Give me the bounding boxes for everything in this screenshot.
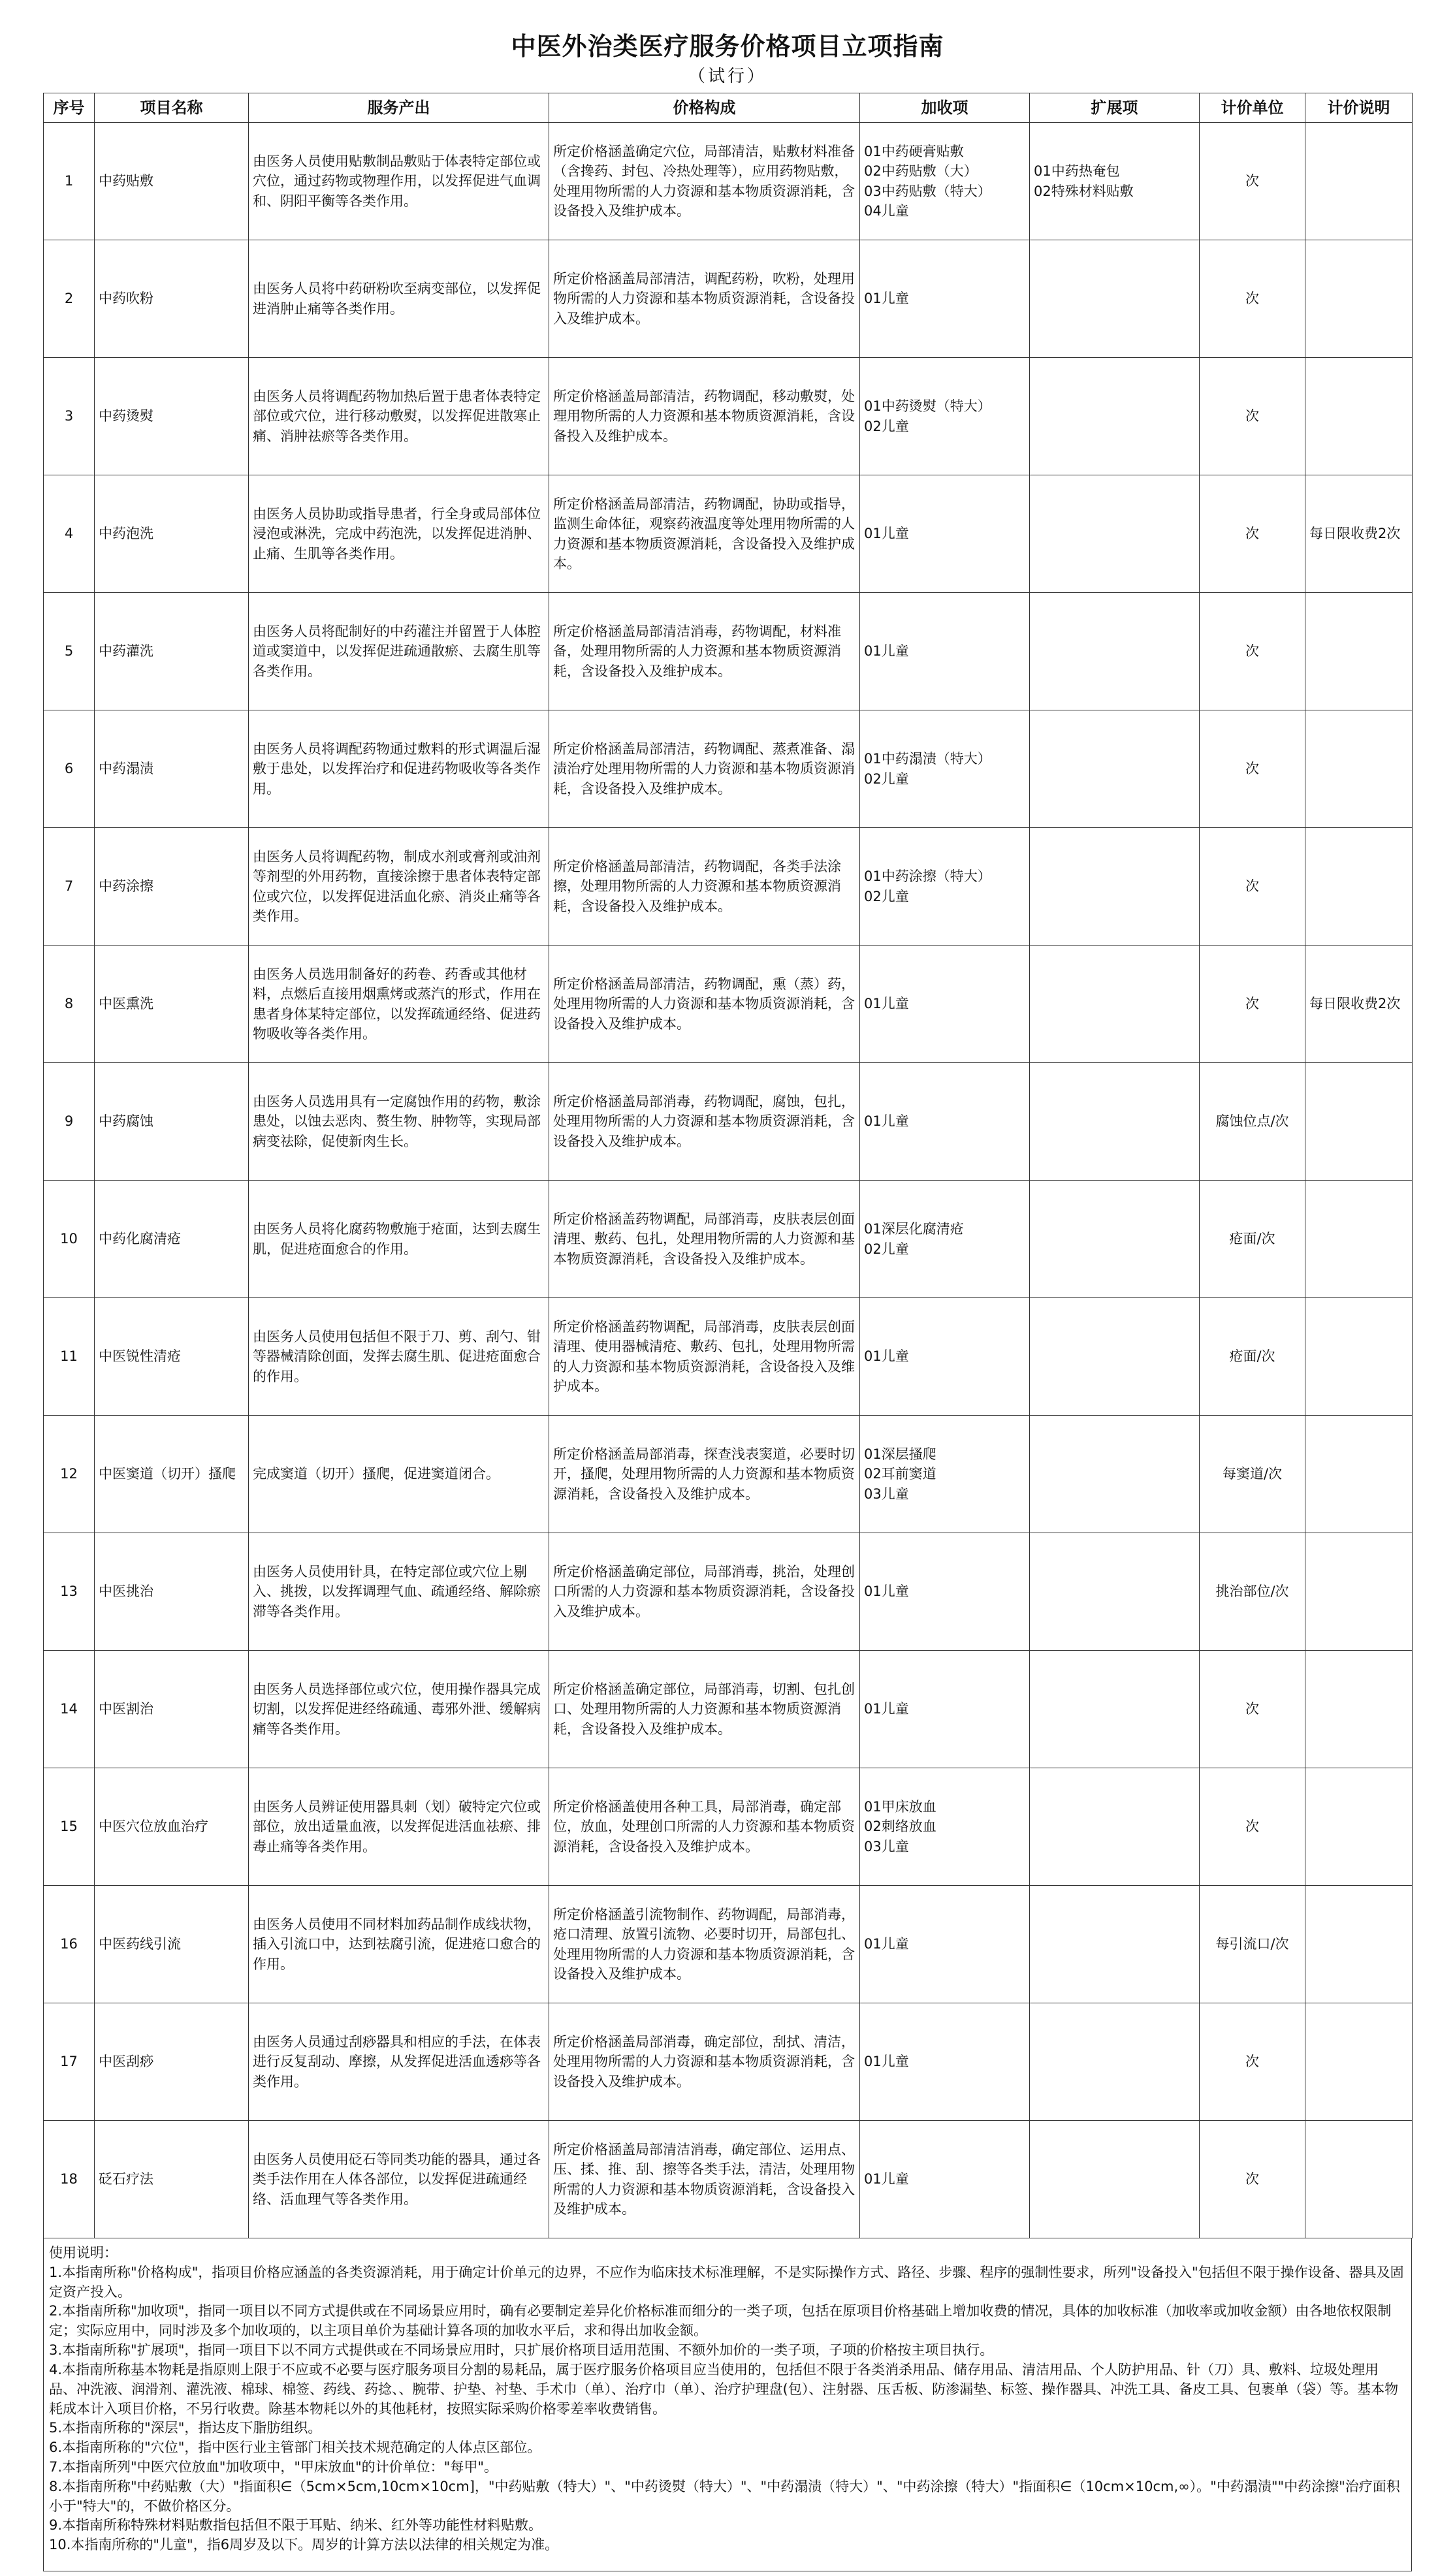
cell-pricing-unit: 次 — [1200, 1651, 1305, 1768]
cell-pricing-unit: 次 — [1200, 2003, 1305, 2121]
cell-price-composition: 所定价格涵盖确定穴位，局部清洁，贴敷材料准备（含搀药、封包、冷热处理等），应用药物贴敷，处理用物所需的人力资源和基本物质资源消耗，含设备投入及维护成本。 — [549, 123, 860, 240]
cell-extension — [1030, 946, 1200, 1063]
note-item: 8.本指南所称"中药贴敷（大）"指面积∈（5cm×5cm,10cm×10cm]，"中药贴敷（特大）"、"中药烫熨（特大）"、"中药溻渍（特大）"、"中药涂擦（特大）"指面积∈（10cm×10cm,∞）。"中药溻渍""中药涂擦"治疗面积小于"特大"的，不做价格区分。 — [49, 2478, 1400, 2514]
cell-price-composition: 所定价格涵盖使用各种工具，局部消毒，确定部位，放血，处理创口所需的人力资源和基本物质资源消耗，含设备投入及维护成本。 — [549, 1768, 860, 1886]
cell-pricing-unit: 次 — [1200, 593, 1305, 710]
cell-pricing-note — [1305, 1416, 1413, 1533]
cell-service-output: 由医务人员将化腐药物敷施于疮面，达到去腐生肌，促进疮面愈合的作用。 — [249, 1181, 549, 1298]
cell-service-output: 由医务人员选用制备好的药卷、药香或其他材料，点燃后直接用烟熏烤或蒸汽的形式，作用在患者身体某特定部位，以发挥疏通经络、促进药物吸收等各类作用。 — [249, 946, 549, 1063]
note-item: 5.本指南所称的"深层"，指达皮下脂肪组织。 — [49, 2420, 322, 2436]
cell-surcharge: 01儿童 — [860, 1298, 1030, 1416]
cell-surcharge: 01儿童 — [860, 240, 1030, 358]
header-unit: 计价单位 — [1200, 93, 1305, 123]
table-header-row — [44, 93, 1413, 123]
cell-surcharge: 01儿童 — [860, 475, 1030, 593]
usage-notes — [43, 2238, 1412, 2571]
cell-price-composition: 所定价格涵盖局部清洁，药物调配，协助或指导，监测生命体征，观察药液温度等处理用物所需的人力资源和基本物质资源消耗，含设备投入及维护成本。 — [549, 475, 860, 593]
cell-pricing-unit: 次 — [1200, 240, 1305, 358]
cell-pricing-note: 每日限收费2次 — [1305, 475, 1413, 593]
cell-extension — [1030, 2003, 1200, 2121]
table-row — [44, 2121, 1413, 2238]
note-item: 3.本指南所称"扩展项"，指同一项目下以不同方式提供或在不同场景应用时，只扩展价格项目适用范围、不额外加价的一类子项，子项的价格按主项目执行。 — [49, 2342, 994, 2359]
document-title: 中医外治类医疗服务价格项目立项指南 — [511, 31, 944, 61]
cell-extension — [1030, 1298, 1200, 1416]
cell-pricing-unit: 腐蚀位点/次 — [1200, 1063, 1305, 1181]
cell-price-composition: 所定价格涵盖局部清洁，药物调配、蒸煮准备、溻渍治疗处理用物所需的人力资源和基本物质资源消耗，含设备投入及维护成本。 — [549, 710, 860, 828]
header-name: 项目名称 — [95, 93, 249, 123]
cell-no: 8 — [44, 946, 95, 1063]
table-row — [44, 123, 1413, 240]
cell-service-output: 由医务人员使用不同材料加药品制作成线状物，插入引流口中，达到祛腐引流，促进疮口愈合的作用。 — [249, 1886, 549, 2003]
note-item: 1.本指南所称"价格构成"，指项目价格应涵盖的各类资源消耗，用于确定计价单元的边界，不应作为临床技术标准理解，不是实际操作方式、路径、步骤、程序的强制性要求，所列"设备投入"包括但不限于操作设备、器具及固定资产投入。 — [49, 2264, 1404, 2300]
cell-service-output: 由医务人员选用具有一定腐蚀作用的药物，敷涂患处，以蚀去恶肉、赘生物、肿物等，实现局部病变祛除，促使新肉生长。 — [249, 1063, 549, 1181]
cell-surcharge: 01深层化腐清疮 02儿童 — [860, 1181, 1030, 1298]
cell-price-composition: 所定价格涵盖确定部位，局部消毒，切割、包扎创口、处理用物所需的人力资源和基本物质资源消耗，含设备投入及维护成本。 — [549, 1651, 860, 1768]
cell-pricing-note: 每日限收费2次 — [1305, 946, 1413, 1063]
table-row — [44, 946, 1413, 1063]
table-row — [44, 1416, 1413, 1533]
cell-service-output: 由医务人员将调配药物，制成水剂或膏剂或油剂等剂型的外用药物，直接涂擦于患者体表特定部位或穴位，以发挥促进活血化瘀、消炎止痛等各类作用。 — [249, 828, 549, 946]
cell-pricing-unit: 每窦道/次 — [1200, 1416, 1305, 1533]
cell-price-composition: 所定价格涵盖局部清洁，药物调配，熏（蒸）药，处理用物所需的人力资源和基本物质资源消耗，含设备投入及维护成本。 — [549, 946, 860, 1063]
cell-pricing-note — [1305, 2121, 1413, 2238]
cell-project-name: 中医药线引流 — [95, 1886, 249, 2003]
cell-project-name: 中药泡洗 — [95, 475, 249, 593]
note-item: 4.本指南所称基本物耗是指原则上限于不应或不必要与医疗服务项目分割的易耗品，属于医疗服务价格项目应当使用的，包括但不限于各类消杀用品、储存用品、清洁用品、个人防护用品、针（刀）具、敷料、垃圾处理用品、冲洗液、润滑剂、灌洗液、棉球、棉签、药线、药捻、、腕带、护垫、衬垫、手术巾（单）、治疗巾（单）、治疗护理盘(包）、注射器、压舌板、防渗漏垫、标签、操作器具、冲洗工具、备皮工具、包裹单（袋）等。基本物耗成本计入项目价格，不另行收费。除基本物耗以外的其他耗材，按照实际采购价格零差率收费销售。 — [49, 2361, 1399, 2417]
cell-extension — [1030, 1768, 1200, 1886]
note-item: 6.本指南所称的"穴位"，指中医行业主管部门相关技术规范确定的人体点区部位。 — [49, 2440, 541, 2456]
cell-extension — [1030, 593, 1200, 710]
cell-project-name: 中医挑治 — [95, 1533, 249, 1651]
cell-service-output: 由医务人员使用针具，在特定部位或穴位上剔入、挑拨，以发挥调理气血、疏通经络、解除瘀滞等各类作用。 — [249, 1533, 549, 1651]
cell-pricing-note — [1305, 2003, 1413, 2121]
cell-extension — [1030, 240, 1200, 358]
cell-service-output: 由医务人员将调配药物加热后置于患者体表特定部位或穴位，进行移动敷熨，以发挥促进散寒止痛、消肿祛瘀等各类作用。 — [249, 358, 549, 475]
cell-project-name: 中医锐性清疮 — [95, 1298, 249, 1416]
cell-no: 1 — [44, 123, 95, 240]
cell-price-composition: 所定价格涵盖局部消毒，探查浅表窦道，必要时切开，搔爬，处理用物所需的人力资源和基本物质资源消耗，含设备投入及维护成本。 — [549, 1416, 860, 1533]
cell-pricing-note — [1305, 1651, 1413, 1768]
note-item: 2.本指南所称"加收项"，指同一项目以不同方式提供或在不同场景应用时，确有必要制定差异化价格标准而细分的一类子项，包括在原项目价格基础上增加收费的情况，具体的加收标准（加收率或加收金额）由各地依权限制定；实际应用中，同时涉及多个加收项的，以主项目单价为基础计算各项的加收水平后，求和得出加收金额。 — [49, 2303, 1392, 2339]
cell-pricing-note — [1305, 710, 1413, 828]
cell-surcharge: 01儿童 — [860, 593, 1030, 710]
cell-project-name: 中药腐蚀 — [95, 1063, 249, 1181]
cell-surcharge: 01中药烫熨（特大） 02儿童 — [860, 358, 1030, 475]
cell-pricing-note — [1305, 240, 1413, 358]
cell-extension — [1030, 1651, 1200, 1768]
header-note: 计价说明 — [1305, 93, 1413, 123]
cell-pricing-note — [1305, 123, 1413, 240]
cell-pricing-note — [1305, 1533, 1413, 1651]
cell-pricing-unit: 次 — [1200, 123, 1305, 240]
cell-no: 2 — [44, 240, 95, 358]
cell-pricing-unit: 次 — [1200, 828, 1305, 946]
cell-pricing-note — [1305, 1063, 1413, 1181]
cell-service-output: 由医务人员将配制好的中药灌注并留置于人体腔道或窦道中，以发挥促进疏通散瘀、去腐生肌等各类作用。 — [249, 593, 549, 710]
cell-project-name: 中药贴敷 — [95, 123, 249, 240]
table-row — [44, 593, 1413, 710]
cell-extension — [1030, 1886, 1200, 2003]
cell-surcharge: 01中药涂擦（特大） 02儿童 — [860, 828, 1030, 946]
table-row — [44, 1298, 1413, 1416]
cell-pricing-note — [1305, 1181, 1413, 1298]
cell-surcharge: 01儿童 — [860, 1651, 1030, 1768]
cell-surcharge: 01深层搔爬 02耳前窦道 03儿童 — [860, 1416, 1030, 1533]
cell-pricing-note — [1305, 358, 1413, 475]
cell-surcharge: 01中药溻渍（特大） 02儿童 — [860, 710, 1030, 828]
table-row — [44, 240, 1413, 358]
cell-pricing-note — [1305, 828, 1413, 946]
cell-price-composition: 所定价格涵盖药物调配，局部消毒，皮肤表层创面清理、使用器械清疮、敷药、包扎，处理用物所需的人力资源和基本物质资源消耗，含设备投入及维护成本。 — [549, 1298, 860, 1416]
cell-price-composition: 所定价格涵盖药物调配，局部消毒，皮肤表层创面清理、敷药、包扎，处理用物所需的人力资源和基本物质资源消耗，含设备投入及维护成本。 — [549, 1181, 860, 1298]
table-row — [44, 1768, 1413, 1886]
cell-service-output: 完成窦道（切开）搔爬，促进窦道闭合。 — [249, 1416, 549, 1533]
cell-service-output: 由医务人员将调配药物通过敷料的形式调温后湿敷于患处，以发挥治疗和促进药物吸收等各类作用。 — [249, 710, 549, 828]
cell-price-composition: 所定价格涵盖引流物制作、药物调配，局部消毒，疮口清理、放置引流物、必要时切开，局部包扎、处理用物所需的人力资源和基本物质资源消耗，含设备投入及维护成本。 — [549, 1886, 860, 2003]
cell-project-name: 中药吹粉 — [95, 240, 249, 358]
cell-service-output: 由医务人员使用砭石等同类功能的器具，通过各类手法作用在人体各部位，以发挥促进疏通经络、活血理气等各类作用。 — [249, 2121, 549, 2238]
cell-no: 17 — [44, 2003, 95, 2121]
cell-project-name: 中药灌洗 — [95, 593, 249, 710]
cell-no: 11 — [44, 1298, 95, 1416]
cell-price-composition: 所定价格涵盖局部清洁，调配药粉，吹粉，处理用物所需的人力资源和基本物质资源消耗，含设备投入及维护成本。 — [549, 240, 860, 358]
cell-project-name: 中医窦道（切开）搔爬 — [95, 1416, 249, 1533]
cell-price-composition: 所定价格涵盖局部清洁，药物调配，各类手法涂擦，处理用物所需的人力资源和基本物质资源消耗，含设备投入及维护成本。 — [549, 828, 860, 946]
cell-surcharge: 01甲床放血 02刺络放血 03儿童 — [860, 1768, 1030, 1886]
cell-price-composition: 所定价格涵盖局部消毒，确定部位，刮拭、清洁，处理用物所需的人力资源和基本物质资源消耗，含设备投入及维护成本。 — [549, 2003, 860, 2121]
cell-surcharge: 01中药硬膏贴敷 02中药贴敷（大） 03中药贴敷（特大） 04儿童 — [860, 123, 1030, 240]
cell-price-composition: 所定价格涵盖局部清洁，药物调配，移动敷熨，处理用物所需的人力资源和基本物质资源消耗，含设备投入及维护成本。 — [549, 358, 860, 475]
cell-pricing-unit: 每引流口/次 — [1200, 1886, 1305, 2003]
cell-pricing-unit: 次 — [1200, 475, 1305, 593]
header-price: 价格构成 — [549, 93, 860, 123]
table-row — [44, 1886, 1413, 2003]
cell-pricing-note — [1305, 1298, 1413, 1416]
header-no: 序号 — [44, 93, 95, 123]
cell-surcharge: 01儿童 — [860, 1886, 1030, 2003]
cell-no: 14 — [44, 1651, 95, 1768]
cell-no: 5 — [44, 593, 95, 710]
pricing-table — [43, 93, 1413, 2238]
cell-project-name: 中药溻渍 — [95, 710, 249, 828]
cell-price-composition: 所定价格涵盖局部清洁消毒，确定部位、运用点、压、揉、推、刮、擦等各类手法，清洁，处理用物所需的人力资源和基本物质资源消耗，含设备投入及维护成本。 — [549, 2121, 860, 2238]
cell-price-composition: 所定价格涵盖确定部位，局部消毒，挑治，处理创口所需的人力资源和基本物质资源消耗，含设备投入及维护成本。 — [549, 1533, 860, 1651]
cell-no: 7 — [44, 828, 95, 946]
cell-pricing-unit: 次 — [1200, 358, 1305, 475]
cell-surcharge: 01儿童 — [860, 1533, 1030, 1651]
cell-extension — [1030, 475, 1200, 593]
cell-service-output: 由医务人员使用贴敷制品敷贴于体表特定部位或穴位，通过药物或物理作用，以发挥促进气血调和、阴阳平衡等各类作用。 — [249, 123, 549, 240]
notes-heading: 使用说明： — [49, 2245, 118, 2261]
document-subtitle: （试行） — [688, 67, 767, 86]
cell-project-name: 中医熏洗 — [95, 946, 249, 1063]
cell-extension — [1030, 1063, 1200, 1181]
table-row — [44, 2003, 1413, 2121]
cell-extension — [1030, 1181, 1200, 1298]
cell-service-output: 由医务人员协助或指导患者，行全身或局部体位浸泡或淋洗，完成中药泡洗，以发挥促进消肿、止痛、生肌等各类作用。 — [249, 475, 549, 593]
cell-service-output: 由医务人员使用包括但不限于刀、剪、刮勺、钳等器械清除创面，发挥去腐生肌、促进疮面愈合的作用。 — [249, 1298, 549, 1416]
cell-pricing-unit: 次 — [1200, 1768, 1305, 1886]
note-item: 10.本指南所称的"儿童"，指6周岁及以下。周岁的计算方法以法律的相关规定为准。 — [49, 2537, 559, 2553]
table-row — [44, 475, 1413, 593]
cell-extension — [1030, 1416, 1200, 1533]
header-surcharge: 加收项 — [860, 93, 1030, 123]
cell-surcharge: 01儿童 — [860, 946, 1030, 1063]
cell-project-name: 砭石疗法 — [95, 2121, 249, 2238]
cell-pricing-unit: 次 — [1200, 946, 1305, 1063]
cell-surcharge: 01儿童 — [860, 2003, 1030, 2121]
cell-project-name: 中医刮痧 — [95, 2003, 249, 2121]
cell-no: 13 — [44, 1533, 95, 1651]
cell-extension — [1030, 710, 1200, 828]
table-row — [44, 1651, 1413, 1768]
cell-price-composition: 所定价格涵盖局部消毒，药物调配，腐蚀，包扎，处理用物所需的人力资源和基本物质资源消耗，含设备投入及维护成本。 — [549, 1063, 860, 1181]
cell-extension — [1030, 1533, 1200, 1651]
cell-pricing-unit: 次 — [1200, 2121, 1305, 2238]
cell-pricing-unit: 疮面/次 — [1200, 1298, 1305, 1416]
note-item: 7.本指南所列"中医穴位放血"加收项中，"甲床放血"的计价单位："每甲"。 — [49, 2458, 498, 2475]
cell-no: 4 — [44, 475, 95, 593]
cell-no: 18 — [44, 2121, 95, 2238]
cell-project-name: 中医割治 — [95, 1651, 249, 1768]
cell-pricing-note — [1305, 1886, 1413, 2003]
cell-service-output: 由医务人员将中药研粉吹至病变部位，以发挥促进消肿止痛等各类作用。 — [249, 240, 549, 358]
cell-pricing-note — [1305, 593, 1413, 710]
cell-project-name: 中药化腐清疮 — [95, 1181, 249, 1298]
cell-no: 6 — [44, 710, 95, 828]
cell-no: 16 — [44, 1886, 95, 2003]
table-row — [44, 710, 1413, 828]
header-extension: 扩展项 — [1030, 93, 1200, 123]
cell-no: 10 — [44, 1181, 95, 1298]
cell-surcharge: 01儿童 — [860, 2121, 1030, 2238]
table-row — [44, 1063, 1413, 1181]
cell-pricing-unit: 次 — [1200, 710, 1305, 828]
cell-project-name: 中医穴位放血治疗 — [95, 1768, 249, 1886]
cell-service-output: 由医务人员通过刮痧器具和相应的手法，在体表进行反复刮动、摩擦，从发挥促进活血透痧等各类作用。 — [249, 2003, 549, 2121]
cell-no: 3 — [44, 358, 95, 475]
cell-no: 9 — [44, 1063, 95, 1181]
cell-service-output: 由医务人员选择部位或穴位，使用操作器具完成切割，以发挥促进经络疏通、毒邪外泄、缓解病痛等各类作用。 — [249, 1651, 549, 1768]
cell-extension: 01中药热奄包 02特殊材料贴敷 — [1030, 123, 1200, 240]
cell-surcharge: 01儿童 — [860, 1063, 1030, 1181]
cell-extension — [1030, 828, 1200, 946]
table-row — [44, 1533, 1413, 1651]
cell-project-name: 中药涂擦 — [95, 828, 249, 946]
table-row — [44, 358, 1413, 475]
note-item: 9.本指南所称特殊材料贴敷指包括但不限于耳贴、纳米、红外等功能性材料贴敷。 — [49, 2517, 543, 2534]
table-row — [44, 828, 1413, 946]
cell-extension — [1030, 2121, 1200, 2238]
table-row — [44, 1181, 1413, 1298]
cell-no: 12 — [44, 1416, 95, 1533]
cell-no: 15 — [44, 1768, 95, 1886]
cell-extension — [1030, 358, 1200, 475]
cell-service-output: 由医务人员辨证使用器具刺（划）破特定穴位或部位，放出适量血液，以发挥促进活血祛瘀、排毒止痛等各类作用。 — [249, 1768, 549, 1886]
cell-pricing-unit: 挑治部位/次 — [1200, 1533, 1305, 1651]
cell-project-name: 中药烫熨 — [95, 358, 249, 475]
cell-pricing-note — [1305, 1768, 1413, 1886]
cell-pricing-unit: 疮面/次 — [1200, 1181, 1305, 1298]
header-output: 服务产出 — [249, 93, 549, 123]
cell-price-composition: 所定价格涵盖局部清洁消毒，药物调配，材料准备，处理用物所需的人力资源和基本物质资源消耗，含设备投入及维护成本。 — [549, 593, 860, 710]
